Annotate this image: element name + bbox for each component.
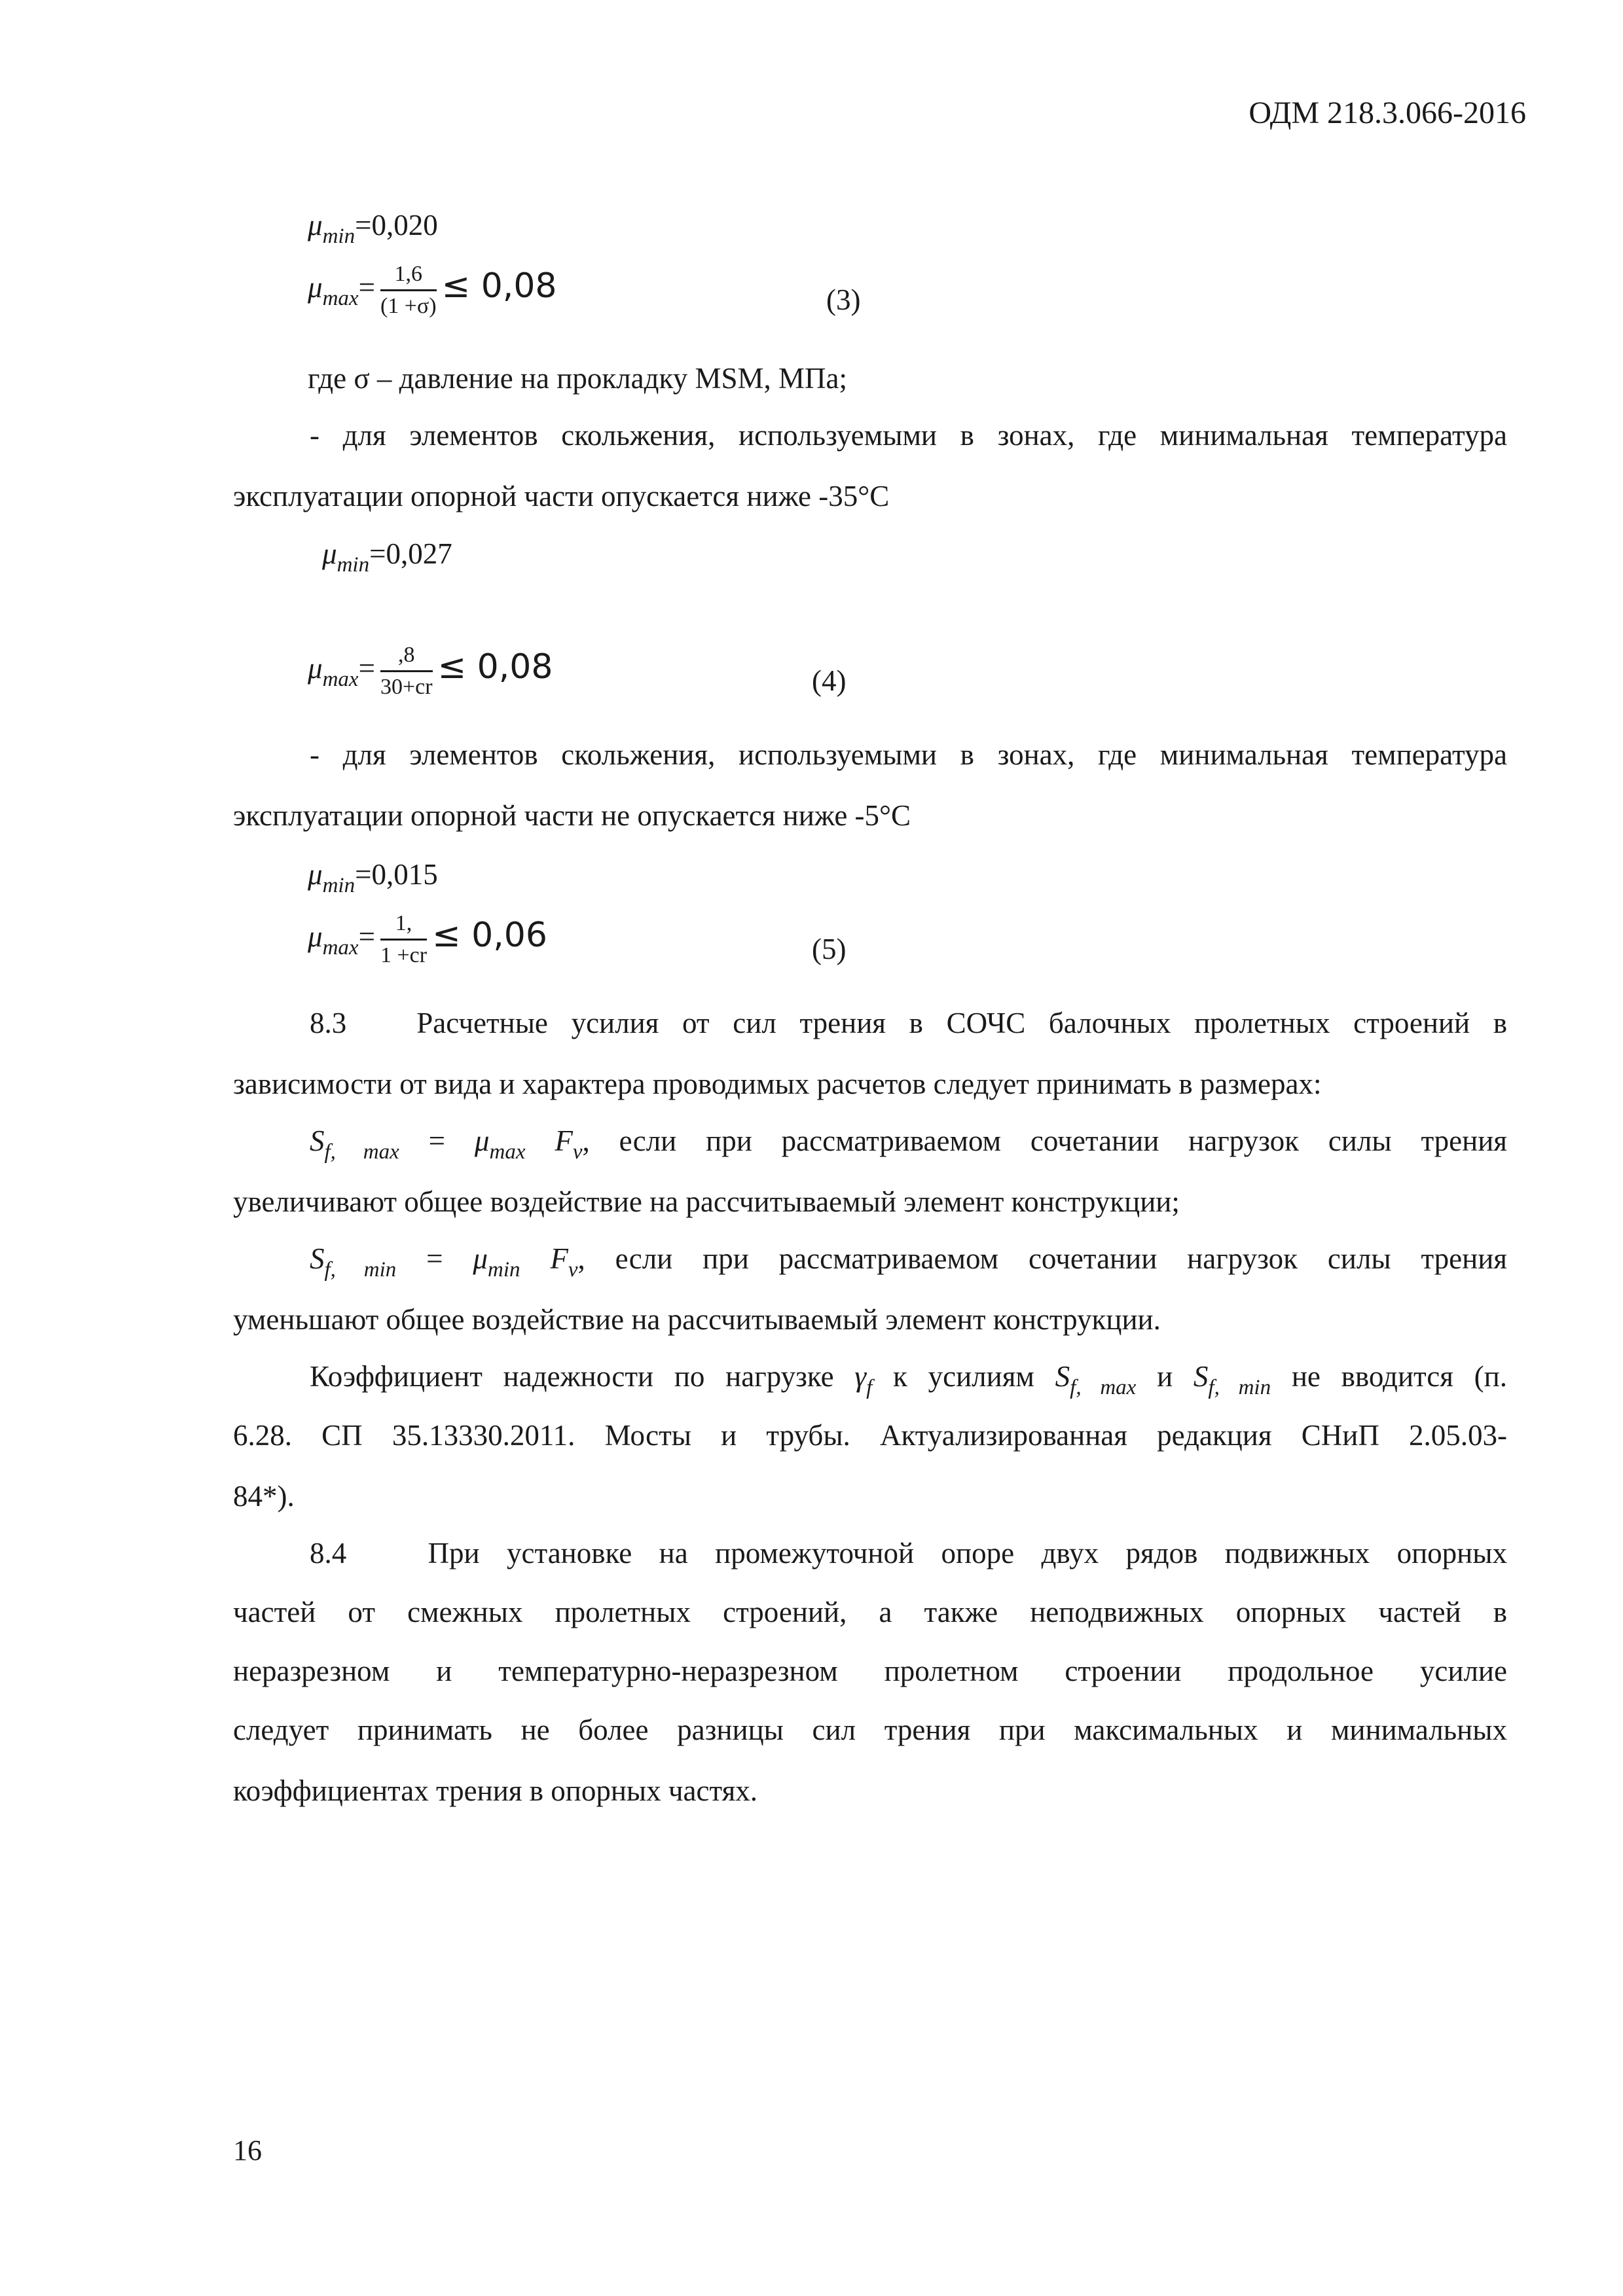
paragraph-text: к усилиям <box>872 1360 1055 1393</box>
numerator: 1, <box>380 911 427 941</box>
s-symbol: S <box>310 1242 325 1275</box>
mu-symbol: μ <box>473 1242 488 1275</box>
numerator: 1,6 <box>380 262 437 291</box>
section-number: 8.4 <box>310 1537 347 1570</box>
paragraph-line: 84*). <box>233 1480 295 1513</box>
paragraph-line: увеличивают общее воздействие на рассчитываемый элемент конструкции; <box>233 1185 1180 1218</box>
paragraph-line: эксплуатации опорной части не опускается ниже -5°С <box>233 799 911 832</box>
section-8-4-line-1 <box>233 1524 1507 1583</box>
denominator: 1 +cr <box>380 943 428 967</box>
formula-value: =0,020 <box>355 209 438 242</box>
s-symbol: S <box>1055 1360 1070 1393</box>
section-number: 8.3 <box>310 1007 347 1039</box>
gamma-symbol: γ <box>854 1360 867 1393</box>
subscript: max <box>489 1140 526 1164</box>
formula-3 <box>308 262 557 319</box>
mu-symbol: μ <box>308 920 323 953</box>
subscript: f <box>866 1376 873 1399</box>
document-code: ОДМ 218.3.066-2016 <box>1249 96 1526 130</box>
paragraph-line: 6.28. СП 35.13330.2011. Мосты и трубы. Актуализированная редакция СНиП 2.05.03- <box>233 1419 1507 1452</box>
paragraph-line: частей от смежных пролетных строений, а также неподвижных опорных частей в <box>233 1596 1507 1628</box>
equation-number: (3) <box>826 283 861 316</box>
subscript: f, max <box>324 1140 399 1164</box>
equation-number: (5) <box>812 933 847 965</box>
formula-4 <box>308 643 553 700</box>
subscript: f, max <box>1070 1376 1137 1399</box>
fraction <box>380 911 427 968</box>
subscript: max <box>322 286 359 310</box>
paragraph-line: уменьшают общее воздействие на рассчитываемый элемент конструкции. <box>233 1303 1161 1336</box>
mu-symbol: μ <box>322 537 337 570</box>
paragraph-text: и <box>1136 1360 1194 1393</box>
paragraph-line: При установке на промежуточной опоре двух рядов подвижных опорных <box>428 1537 1507 1570</box>
where-note: где σ – давление на прокладку MSM, МПа; <box>308 362 848 395</box>
paragraph-line: неразрезном и температурно-неразрезном пролетном строении продольное усилие <box>233 1655 1507 1687</box>
subscript: max <box>322 667 359 691</box>
equals-sign: = <box>358 651 375 685</box>
sf-min-definition <box>233 1229 1507 1299</box>
formula-mu-min-1 <box>308 208 438 249</box>
inequality-bound: ≤ 0,08 <box>441 266 557 306</box>
subscript: f, min <box>1208 1376 1271 1399</box>
paragraph-mild-temp <box>233 725 1507 784</box>
equation-number: (4) <box>812 664 847 697</box>
section-8-3-line-1 <box>233 994 1507 1052</box>
formula-5 <box>308 911 547 968</box>
equals-sign: = <box>396 1242 473 1275</box>
denominator: 30+cr <box>380 675 433 699</box>
f-symbol: F <box>550 1242 568 1275</box>
mu-symbol: μ <box>308 858 323 891</box>
subscript: v <box>568 1258 578 1282</box>
subscript: min <box>322 224 356 248</box>
paragraph-low-temp <box>233 406 1507 465</box>
equals-sign: = <box>358 920 375 953</box>
numerator: ,8 <box>380 643 433 672</box>
inequality-bound: ≤ 0,08 <box>437 647 553 687</box>
subscript: min <box>322 874 356 897</box>
paragraph-line: зависимости от вида и характера проводимых расчетов следует принимать в размерах: <box>233 1067 1322 1100</box>
paragraph-text: не вводится (п. <box>1271 1360 1507 1393</box>
page-number: 16 <box>233 2134 262 2166</box>
paragraph-line: , если при рассматриваемом сочетании нагрузок силы трения <box>577 1242 1507 1275</box>
paragraph-line: - для элементов скольжения, используемыми в зонах, где минимальная температура <box>310 738 1507 771</box>
subscript: min <box>337 553 370 577</box>
paragraph-line: - для элементов скольжения, используемыми в зонах, где минимальная температура <box>310 419 1507 452</box>
sf-max-definition <box>233 1111 1507 1181</box>
subscript: f, min <box>324 1258 397 1282</box>
mu-symbol: μ <box>308 209 323 242</box>
paragraph-line: , если при рассматриваемом сочетании нагрузок силы трения <box>582 1124 1507 1157</box>
mu-symbol: μ <box>308 270 323 304</box>
s-symbol: S <box>310 1124 325 1157</box>
fraction <box>380 262 437 319</box>
mu-symbol: μ <box>474 1124 490 1157</box>
equals-sign: = <box>399 1124 475 1157</box>
subscript: v <box>572 1140 583 1164</box>
f-symbol: F <box>555 1124 573 1157</box>
inequality-bound: ≤ 0,06 <box>432 915 547 955</box>
subscript: max <box>322 935 359 960</box>
mu-symbol: μ <box>308 651 323 685</box>
paragraph-line: эксплуатации опорной части опускается ниже -35°С <box>233 480 890 512</box>
formula-mu-min-3 <box>308 857 438 898</box>
s-symbol: S <box>1193 1360 1209 1393</box>
subscript: min <box>488 1258 520 1282</box>
paragraph-line: коэффициентах трения в опорных частях. <box>233 1774 758 1807</box>
formula-value: =0,027 <box>369 537 452 570</box>
paragraph-text: Коэффициент надежности по нагрузке <box>310 1360 855 1393</box>
fraction <box>380 643 433 700</box>
formula-value: =0,015 <box>355 858 438 891</box>
formula-mu-min-2 <box>322 537 452 577</box>
denominator: (1 +σ) <box>380 294 437 318</box>
paragraph-line: Расчетные усилия от сил трения в СОЧС балочных пролетных строений в <box>416 1007 1508 1039</box>
equals-sign: = <box>358 270 375 304</box>
paragraph-line: следует принимать не более разницы сил трения при максимальных и минимальных <box>233 1713 1507 1746</box>
